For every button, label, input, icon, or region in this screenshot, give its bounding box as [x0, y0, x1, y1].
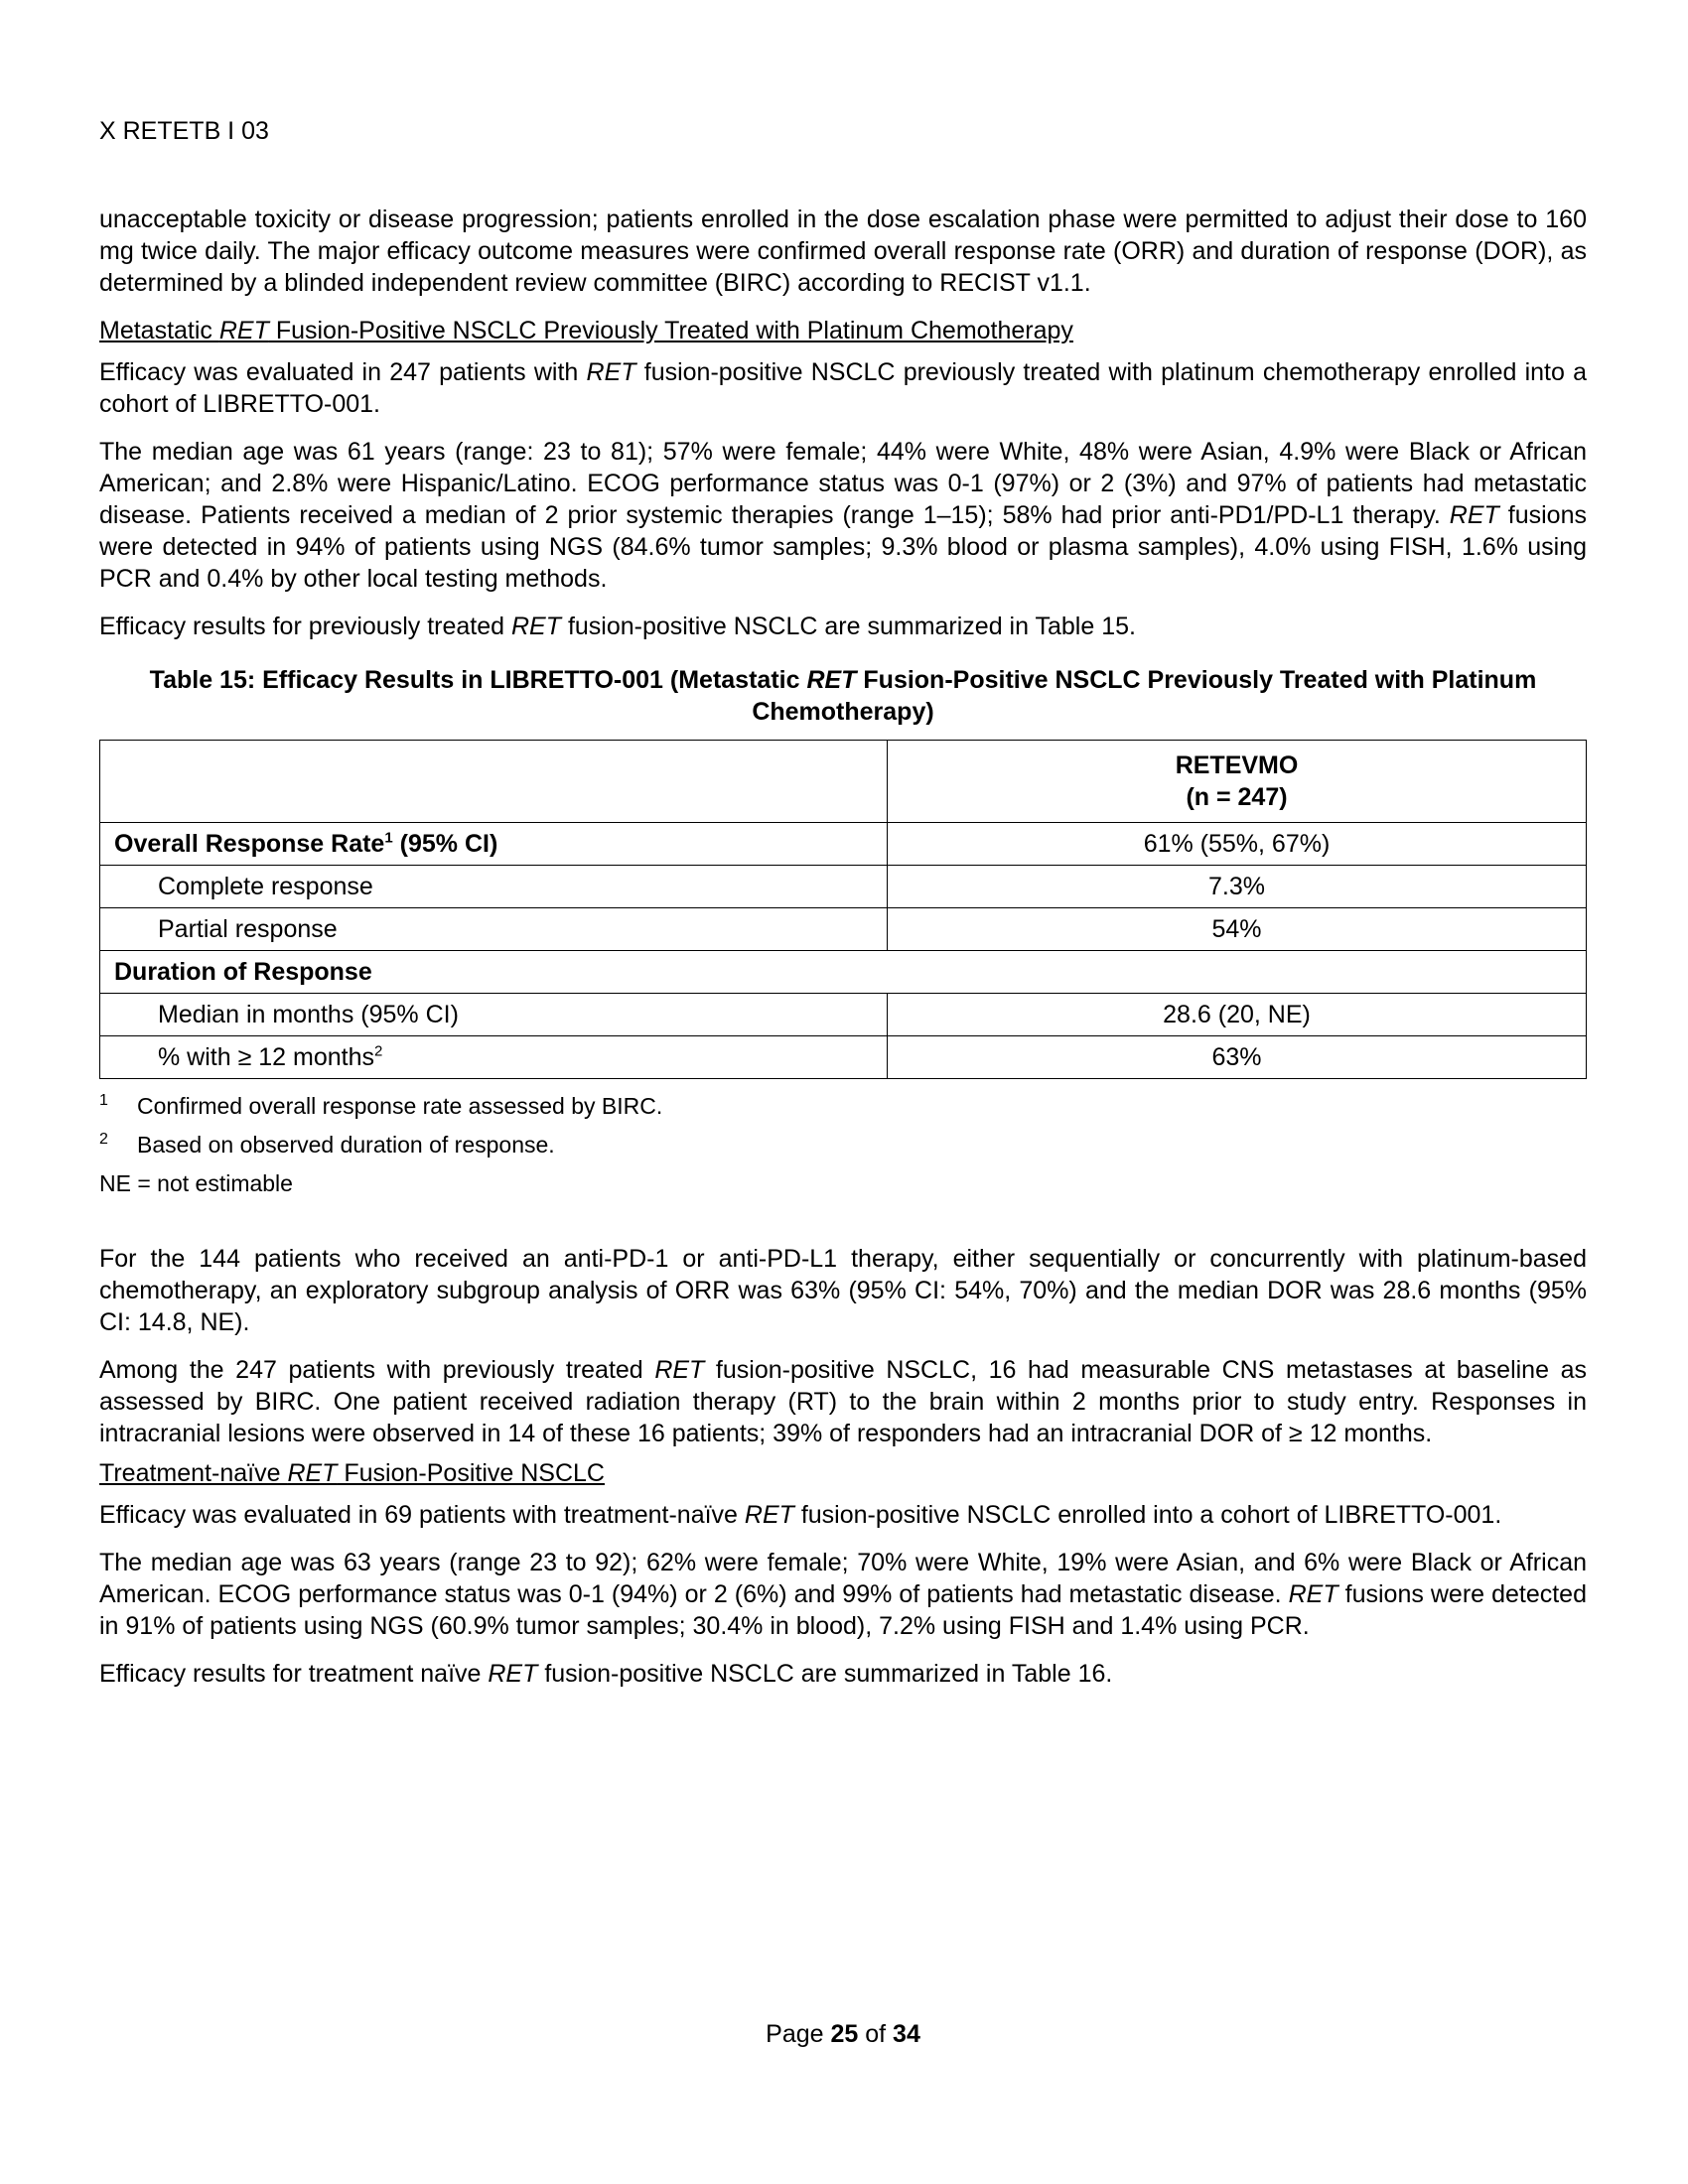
paragraph-naive-demographics: The median age was 63 years (range 23 to 92); 62% were female; 70% were White, 19% were Asian, and 6% were Black or African American. ECOG performance status was 0-1 (94%) or 2 (6%) and 99% of patients had metastatic disease. RET fusions were detected in 91% of patients using NGS (60.9% tumor samples; 30.4% in blood), 7.2% using FISH and 1.4% using PCR.	[99, 1549, 1587, 1640]
table-row	[100, 866, 1587, 908]
table-header-empty-cell	[100, 741, 888, 823]
paragraph-demographics: The median age was 61 years (range: 23 to 81); 57% were female; 44% were White, 48% were Asian, 4.9% were Black or African American; and 2.8% were Hispanic/Latino. ECOG performance status was 0-1 (97%) or 2 (3%) and 97% of patients had metastatic disease. Patients received a median of 2 prior systemic therapies (range 1–15); 58% had prior anti-PD1/PD-L1 therapy. RET fusions were detected in 94% of patients using NGS (84.6% tumor samples; 9.3% blood or plasma samples), 4.0% using FISH, 1.6% using PCR and 0.4% by other local testing methods.	[99, 438, 1587, 593]
page-footer: Page 25 of 34	[766, 2020, 920, 2048]
document-id: X RETETB I 03	[99, 117, 269, 145]
table-header-retevmo: RETEVMO (n = 247)	[888, 741, 1587, 823]
page-content	[99, 204, 1587, 1706]
complete-response-value: 7.3%	[888, 866, 1587, 908]
duration-of-response-label: Duration of Response	[100, 951, 1587, 994]
ge12-months-value: 63%	[888, 1036, 1587, 1079]
partial-response-label: Partial response	[100, 908, 888, 951]
paragraph-table-reference: Efficacy results for previously treated RET fusion-positive NSCLC are summarized in Table 15.	[99, 613, 1136, 640]
complete-response-label: Complete response	[100, 866, 888, 908]
intro-paragraph: unacceptable toxicity or disease progression; patients enrolled in the dose escalation phase were permitted to adjust their dose to 160 mg twice daily. The major efficacy outcome measures were confirmed overall response rate (ORR) and duration of response (DOR), as determined by a blinded independent review committee (BIRC) according to RECIST v1.1.	[99, 205, 1587, 297]
paragraph-efficacy-evaluated: Efficacy was evaluated in 247 patients with RET fusion-positive NSCLC previously treated with platinum chemotherapy enrolled into a cohort of LIBRETTO-001.	[99, 358, 1588, 418]
page-number: 25	[830, 2020, 859, 2048]
table-15	[99, 740, 1587, 1079]
median-months-label: Median in months (95% CI)	[100, 994, 888, 1036]
paragraph-cns-metastases: Among the 247 patients with previously treated RET fusion-positive NSCLC, 16 had measurable CNS metastases at baseline as assessed by BIRC. One patient received radiation therapy (RT) to the brain within 2 months prior to study entry. Responses in intracranial lesions were observed in 14 of these 16 patients; 39% of responders had an intracranial DOR of ≥ 12 months.	[99, 1356, 1587, 1447]
table-row	[100, 994, 1587, 1036]
paragraph-naive-efficacy: Efficacy was evaluated in 69 patients with treatment-naïve RET fusion-positive NSCLC enrolled into a cohort of LIBRETTO-001.	[99, 1501, 1502, 1529]
section-heading-treatment-naive: Treatment-naïve RET Fusion-Positive NSCLC	[99, 1459, 605, 1487]
table-row	[100, 823, 1587, 866]
table-15-title: Table 15: Efficacy Results in LIBRETTO-001 (Metastatic RET Fusion-Positive NSCLC Previously Treated with Platinum Chemotherapy)	[149, 666, 1537, 726]
table-footnotes	[99, 1087, 1587, 1203]
table-row	[100, 908, 1587, 951]
total-pages: 34	[893, 2020, 920, 2048]
orr-label: Overall Response Rate$^1$ (95% CI)	[100, 823, 888, 866]
median-months-value: 28.6 (20, NE)	[888, 994, 1587, 1036]
orr-value: 61% (55%, 67%)	[888, 823, 1587, 866]
partial-response-value: 54%	[888, 908, 1587, 951]
table-row	[100, 951, 1587, 994]
paragraph-anti-pd1-subgroup: For the 144 patients who received an anti-PD-1 or anti-PD-L1 therapy, either sequentially or concurrently with platinum-based chemotherapy, an exploratory subgroup analysis of ORR was 63% (95% CI: 54%, 70%) and the median DOR was 28.6 months (95% CI: 14.8, NE).	[99, 1245, 1587, 1336]
table-header-row	[100, 741, 1587, 823]
paragraph-table16-reference: Efficacy results for treatment naïve RET fusion-positive NSCLC are summarized in Table 16.	[99, 1660, 1113, 1688]
footnote-1: 1 Confirmed overall response rate assessed by BIRC.	[99, 1092, 663, 1119]
footnote-2: 2 Based on observed duration of response.	[99, 1131, 555, 1158]
footnote-ne: NE = not estimable	[99, 1170, 293, 1196]
table-row	[100, 1036, 1587, 1079]
section-heading-previously-treated: Metastatic RET Fusion-Positive NSCLC Previously Treated with Platinum Chemotherapy	[99, 317, 1073, 344]
ge12-months-label: % with ≥ 12 months$^2$	[100, 1036, 888, 1079]
